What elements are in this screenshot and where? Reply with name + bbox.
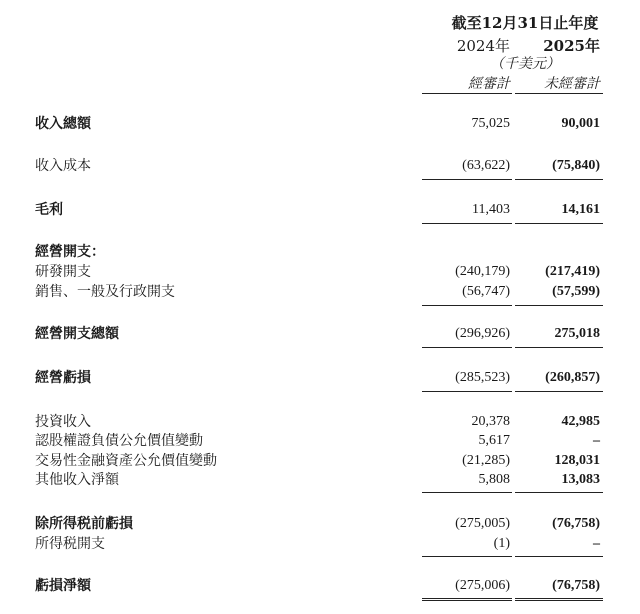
operating-loss-label: 經營虧損 (35, 370, 91, 386)
operating-loss-2024: (285,523) (455, 370, 510, 385)
sga-label: 銷售、一般及行政開支 (35, 284, 175, 300)
other-income-net-2024: 5,808 (478, 472, 510, 487)
trading-fv-change-2025: 128,031 (554, 453, 600, 468)
total-opex-2025: 275,018 (554, 326, 600, 341)
header-rule-2024 (422, 93, 512, 94)
unaudited-label: 未經審計 (544, 76, 600, 92)
rule-tax-2024 (422, 556, 512, 557)
trading-fv-change-label: 交易性金融資產公允價值變動 (35, 453, 217, 469)
net-loss-2025: (76,758) (552, 578, 600, 593)
gross-profit-2025: 14,161 (561, 202, 600, 217)
cost-of-revenue-2024: (63,622) (462, 158, 510, 173)
cost-of-revenue-2025: (75,840) (552, 158, 600, 173)
audited-label: 經審計 (468, 76, 510, 92)
net-loss-2024: (275,006) (455, 578, 510, 593)
revenue-2024: 75,025 (471, 116, 510, 131)
period-heading: 截至12月31日止年度 (451, 14, 599, 32)
loss-before-tax-2024: (275,005) (455, 516, 510, 531)
rule-other-2025 (515, 492, 603, 493)
investment-income-2024: 20,378 (471, 414, 510, 429)
investment-income-2025: 42,985 (561, 414, 600, 429)
rule-gross-2024 (422, 223, 512, 224)
rule-sga-2025 (515, 305, 603, 306)
rnd-2024: (240,179) (455, 264, 510, 279)
income-tax-label: 所得税開支 (35, 536, 105, 552)
double-rule-2025 (515, 598, 603, 601)
rnd-label: 研發開支 (35, 264, 91, 280)
income-tax-2024: (1) (493, 536, 510, 551)
rule-tax-2025 (515, 556, 603, 557)
opex-heading: 經營開支： (35, 244, 105, 260)
year-2024-heading: 2024年 (456, 37, 510, 55)
rule-oploss-2024 (422, 391, 512, 392)
rule-other-2024 (422, 492, 512, 493)
year-2025-heading: 2025年 (543, 37, 600, 55)
rule-opex-2025 (515, 347, 603, 348)
warrant-fv-change-label: 認股權證負債公允價值變動 (35, 433, 203, 449)
other-income-net-label: 其他收入淨額 (35, 472, 119, 488)
rule-gross-2025 (515, 223, 603, 224)
unit-label: （千美元） (490, 56, 560, 72)
gross-profit-label: 毛利 (35, 202, 63, 218)
revenue-2025: 90,001 (561, 116, 600, 131)
total-opex-2024: (296,926) (455, 326, 510, 341)
investment-income-label: 投資收入 (35, 414, 91, 430)
warrant-fv-change-2024: 5,617 (478, 433, 510, 448)
rule-cost-2024 (422, 179, 512, 180)
loss-before-tax-2025: (76,758) (552, 516, 600, 531)
header-rule-2025 (515, 93, 603, 94)
rule-sga-2024 (422, 305, 512, 306)
double-rule-2024 (422, 598, 512, 601)
income-tax-2025: – (593, 536, 600, 551)
cost-of-revenue-label: 收入成本 (35, 158, 91, 174)
rule-oploss-2025 (515, 391, 603, 392)
other-income-net-2025: 13,083 (561, 472, 600, 487)
rule-cost-2025 (515, 179, 603, 180)
gross-profit-2024: 11,403 (472, 202, 510, 217)
sga-2024: (56,747) (462, 284, 510, 299)
operating-loss-2025: (260,857) (545, 370, 600, 385)
revenue-label: 收入總額 (35, 116, 91, 132)
warrant-fv-change-2025: – (593, 433, 600, 448)
loss-before-tax-label: 除所得税前虧損 (35, 516, 133, 532)
trading-fv-change-2024: (21,285) (462, 453, 510, 468)
net-loss-label: 虧損淨額 (35, 578, 91, 594)
rule-opex-2024 (422, 347, 512, 348)
sga-2025: (57,599) (552, 284, 600, 299)
rnd-2025: (217,419) (545, 264, 600, 279)
total-opex-label: 經營開支總額 (35, 326, 119, 342)
